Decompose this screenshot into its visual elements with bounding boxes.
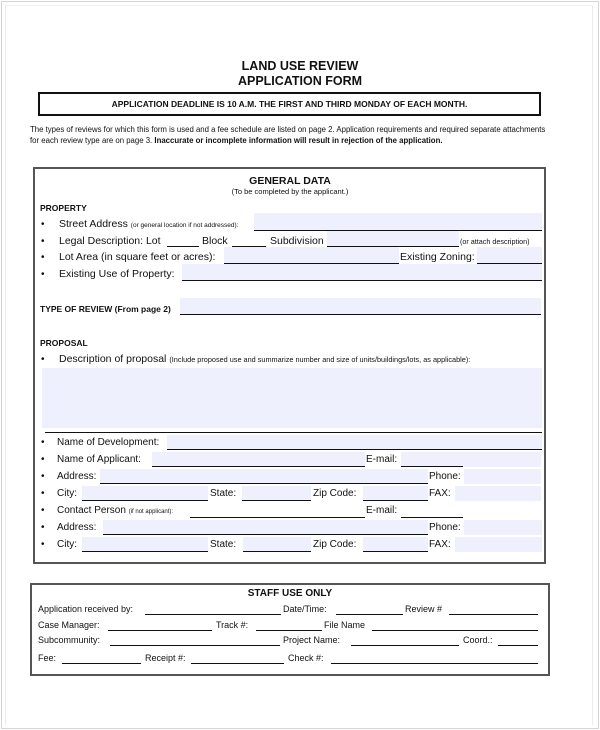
date-time-input[interactable] [336,603,403,615]
fee-label: Fee: [38,653,57,663]
applicant-zip-label: Zip Code: [313,488,357,499]
proposal-description-textarea[interactable] [42,368,542,428]
proposal-heading: PROPOSAL [40,338,88,348]
bullet: • [41,252,45,263]
divider [45,432,542,433]
lot-input[interactable] [167,234,199,247]
contact-person-label: Contact Person (if not applicant): [57,505,174,516]
block-label: Block [202,235,228,247]
project-name-label: Project Name: [283,635,341,645]
contact-city-label: City: [57,539,77,550]
coord-input[interactable] [498,634,538,646]
intro-bold: Inaccurate or incomplete information will result in rejection of the application. [154,135,443,145]
received-by-input[interactable] [145,603,281,615]
attach-description-note: (or attach description) [460,237,530,246]
street-address-label: Street Address (or general location if not addressed): [59,218,239,230]
form-title-line1: LAND USE REVIEW [241,59,359,73]
contact-address-label: Address: [57,522,97,533]
form-title-line2: APPLICATION FORM [237,74,363,88]
type-of-review-input[interactable] [180,298,541,315]
receipt-num-input[interactable] [191,652,284,664]
existing-use-input[interactable] [182,264,542,281]
bullet: • [41,437,45,448]
existing-zoning-input[interactable] [477,247,542,264]
case-manager-input[interactable] [108,619,212,631]
intro-normal: The types of reviews for which this form is used and a fee schedule are listed on page 2. Application requirements and required separate attachments for each review type are on page 3. [30,125,546,145]
block-input[interactable] [232,234,266,247]
bullet: • [41,454,45,465]
subcommunity-label: Subcommunity: [38,635,101,645]
subdivision-label: Subdivision [270,235,324,247]
received-by-label: Application received by: [38,604,134,614]
legal-description-label: Legal Description: Lot [59,235,161,247]
applicant-address-label: Address: [57,471,97,482]
applicant-address-input[interactable] [100,469,428,484]
file-name-label: File Name [324,620,366,630]
staff-use-title: STAFF USE ONLY [247,588,333,599]
check-num-input[interactable] [331,652,538,664]
contact-email-label: E-mail: [366,505,398,516]
name-of-applicant-label: Name of Applicant: [57,454,141,465]
contact-address-input[interactable] [103,520,428,535]
applicant-state-label: State: [210,488,237,499]
applicant-fax-input[interactable] [455,486,541,501]
applicant-phone-input[interactable] [464,469,541,484]
deadline-notice: APPLICATION DEADLINE IS 10 A.M. THE FIRST AND THIRD MONDAY OF EACH MONTH. [38,92,541,116]
contact-fax-label: FAX: [429,539,451,550]
track-num-label: Track #: [216,620,249,630]
applicant-phone-label: Phone: [429,471,461,482]
review-num-input[interactable] [449,603,538,615]
receipt-num-label: Receipt #: [145,653,186,663]
bullet: • [41,269,45,280]
applicant-email-label: E-mail: [366,454,398,465]
general-data-title: GENERAL DATA [249,175,331,187]
name-of-development-label: Name of Development: [57,437,160,448]
contact-state-input[interactable] [243,537,311,552]
bullet: • [41,219,45,230]
contact-person-input[interactable] [190,503,365,518]
proposal-description-label: Description of proposal (Include proposed use and summarize number and size of units/buildings/lots, as applicable): [59,353,471,365]
file-name-input[interactable] [372,619,538,631]
coord-label: Coord.: [463,635,493,645]
type-of-review-label: TYPE OF REVIEW (From page 2) [40,304,171,314]
applicant-state-input[interactable] [242,486,311,501]
bullet: • [41,488,45,499]
bullet: • [41,539,45,550]
contact-zip-label: Zip Code: [313,539,357,550]
property-heading: PROPERTY [40,203,87,213]
date-time-label: Date/Time: [283,604,327,614]
name-of-development-input[interactable] [167,435,542,450]
review-num-label: Review # [405,604,443,614]
contact-fax-input[interactable] [455,537,542,552]
check-num-label: Check #: [288,653,324,663]
applicant-email-input[interactable] [401,452,463,467]
contact-phone-input[interactable] [464,520,542,535]
applicant-email-extended[interactable] [463,452,541,467]
subdivision-input[interactable] [327,231,459,247]
existing-use-label: Existing Use of Property: [59,268,175,280]
case-manager-label: Case Manager: [38,620,100,630]
contact-zip-input[interactable] [363,537,428,552]
existing-zoning-label: Existing Zoning: [400,251,475,263]
bullet: • [41,471,45,482]
lot-area-input[interactable] [224,247,399,264]
applicant-city-input[interactable] [82,486,208,501]
contact-phone-label: Phone: [429,522,461,533]
bullet: • [41,236,45,247]
project-name-input[interactable] [351,634,459,646]
bullet: • [41,505,45,516]
bullet: • [41,354,45,365]
general-data-subtitle: (To be completed by the applicant.) [231,187,349,196]
applicant-city-label: City: [57,488,77,499]
track-num-input[interactable] [256,619,322,631]
contact-state-label: State: [210,539,237,550]
lot-area-label: Lot Area (in square feet or acres): [59,251,216,263]
subcommunity-input[interactable] [110,634,280,646]
contact-email-input[interactable] [401,503,463,518]
bullet: • [41,522,45,533]
street-address-input[interactable] [254,213,542,231]
name-of-applicant-input[interactable] [152,452,365,467]
applicant-zip-input[interactable] [363,486,428,501]
applicant-fax-label: FAX: [429,488,451,499]
intro-text [30,125,550,146]
contact-city-input[interactable] [82,537,208,552]
fee-input[interactable] [62,652,141,664]
